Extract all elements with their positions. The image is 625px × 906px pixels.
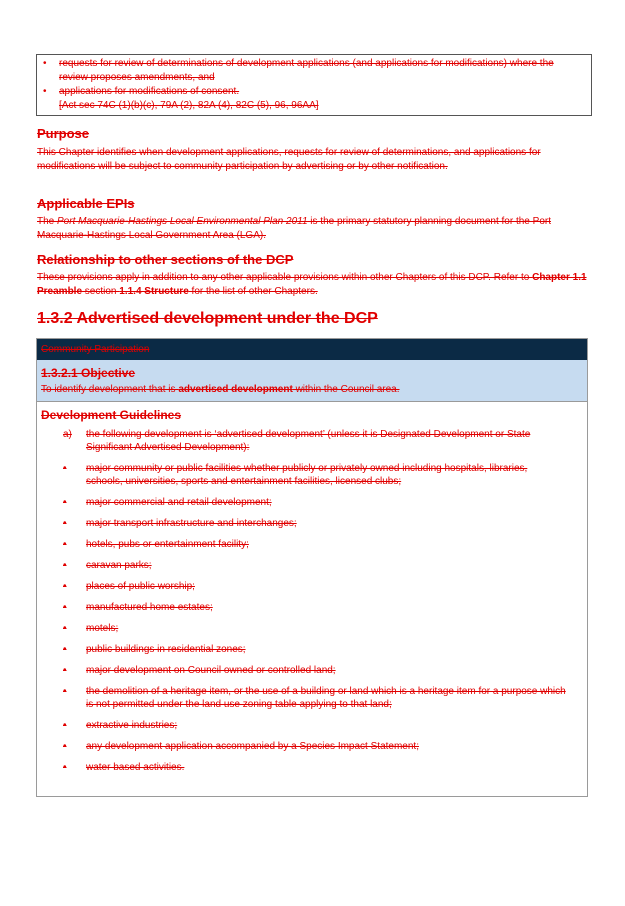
guidelines-title: Development Guidelines xyxy=(41,408,182,422)
bullet-icon: • xyxy=(63,539,67,550)
bullet-icon: • xyxy=(43,58,47,69)
list-item xyxy=(43,85,585,99)
section-heading: 1.3.2 Advertised development under the DCP xyxy=(37,310,378,327)
list-item xyxy=(41,622,566,635)
list-marker: a) xyxy=(63,429,72,440)
list-item xyxy=(41,580,566,593)
objective-text-bold: advertised development xyxy=(178,384,293,395)
guidelines-table xyxy=(36,338,588,797)
list-item xyxy=(41,761,566,774)
bullet-icon: • xyxy=(63,762,67,773)
objective-title: 1.3.2.1 Objective xyxy=(41,366,136,380)
objective-cell xyxy=(37,360,587,402)
objective-text-post: within the Council area. xyxy=(292,384,400,395)
relationship-heading: Relationship to other sections of the DCP xyxy=(37,252,294,267)
list-item-text: places of public worship; xyxy=(86,581,195,592)
list-item xyxy=(43,57,585,85)
section-reference: 1.1.4 Structure xyxy=(119,285,189,297)
bullet-icon: • xyxy=(63,665,67,676)
list-item xyxy=(41,601,566,614)
bullet-icon: • xyxy=(63,741,67,752)
list-item-text: major development on Council owned or controlled land; xyxy=(86,665,336,676)
list-item xyxy=(41,428,566,454)
guidelines-list xyxy=(41,428,583,774)
list-item xyxy=(41,719,566,732)
list-item-text: motels; xyxy=(86,623,119,634)
epis-text xyxy=(37,215,587,242)
list-item xyxy=(41,538,566,551)
guidelines-cell xyxy=(37,402,587,786)
relationship-text-1: These provisions apply in addition to any other applicable provisions within other Chapters of this DCP. Refer to xyxy=(37,272,533,283)
chapter-reference: Chapter 1.1 Preamble xyxy=(37,272,587,297)
list-item-text: manufactured home estates; xyxy=(86,602,213,613)
relationship-text xyxy=(37,271,587,298)
list-item xyxy=(41,517,566,530)
list-item xyxy=(41,685,566,711)
relationship-text-2: section xyxy=(82,285,120,297)
list-item xyxy=(41,643,566,656)
epis-text-post: is the primary statutory planning document for the Port Macquarie-Hastings Local Government Area (LGA). xyxy=(37,216,551,241)
bullet-icon: • xyxy=(63,644,67,655)
list-item-text: extractive industries; xyxy=(86,720,178,731)
epis-plan-name: Port Macquarie-Hastings Local Environmental Plan 2011 xyxy=(57,216,308,227)
list-item-text: public buildings in residential zones; xyxy=(86,644,246,655)
table-header: Community Participation xyxy=(37,339,587,360)
bullet-icon: • xyxy=(63,463,67,474)
continuation-box xyxy=(36,54,592,116)
objective-text xyxy=(41,384,583,395)
bullet-icon: • xyxy=(63,602,67,613)
purpose-heading: Purpose xyxy=(37,126,90,141)
list-item-text: any development application accompanied by a Species Impact Statement; xyxy=(86,741,419,752)
list-item-text: the following development is ‘advertised development’ (unless it is Designated Development or State Significant Advertised Development): xyxy=(86,429,531,453)
list-item-text: the demolition of a heritage item, or the use of a building or land which is a heritage item for a purpose which is not permitted under the land use zoning table applying to that land; xyxy=(86,686,566,710)
list-item xyxy=(41,559,566,572)
list-item-text: major commercial and retail development; xyxy=(86,497,272,508)
relationship-text-3: for the list of other Chapters. xyxy=(188,285,318,297)
list-item-text: major transport infrastructure and interchanges; xyxy=(86,518,297,529)
bullet-icon: • xyxy=(43,86,47,97)
epis-heading: Applicable EPIs xyxy=(37,196,135,211)
bullet-icon: • xyxy=(63,581,67,592)
bullet-icon: • xyxy=(63,720,67,731)
list-item-text: applications for modifications of consent. xyxy=(59,86,240,97)
act-reference: [Act sec 74C (1)(b)(c), 79A (2), 82A (4), 82C (5), 96, 96AA] xyxy=(59,100,319,111)
epis-text-pre: The xyxy=(37,216,58,227)
list-item-text: requests for review of determinations of development applications (and applications for modifications) where the review proposes amendments, and xyxy=(59,58,554,83)
list-item-text: major community or public facilities whether publicly or privately owned including hospitals, libraries, schools, universities, sports and entertainment facilities, licensed clubs; xyxy=(86,463,528,487)
purpose-text: This Chapter identifies when development applications, requests for review of determinations, and applications for modifications will be subject to community participation by advertising or by other notification. xyxy=(37,147,541,172)
bullet-icon: • xyxy=(63,560,67,571)
objective-text-pre: To identify development that is xyxy=(41,384,179,395)
list-item-text: hotels, pubs or entertainment facility; xyxy=(86,539,249,550)
list-item-text: water based activities. xyxy=(86,762,185,773)
list-item xyxy=(41,740,566,753)
bullet-icon: • xyxy=(63,497,67,508)
list-item xyxy=(41,664,566,677)
list-item xyxy=(41,496,566,509)
bullet-icon: • xyxy=(63,623,67,634)
list-item-text: caravan parks; xyxy=(86,560,152,571)
list-item xyxy=(41,462,566,488)
bullet-icon: • xyxy=(63,518,67,529)
bullet-icon: • xyxy=(63,686,67,697)
